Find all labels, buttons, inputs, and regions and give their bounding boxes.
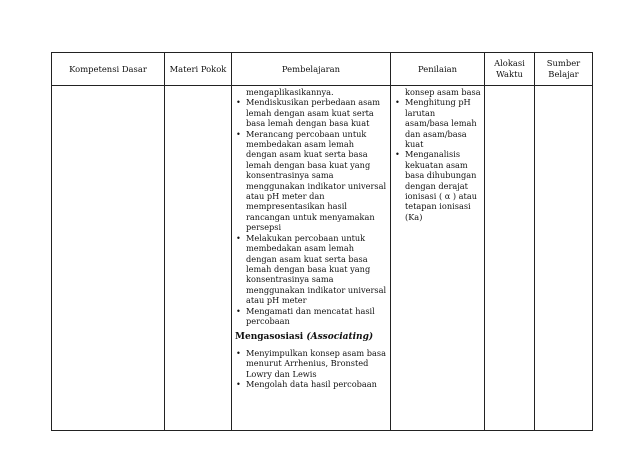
penilaian-bullet-list: [394, 97, 481, 222]
list-item: • Mengolah data hasil percobaan: [235, 379, 387, 389]
list-item: • Menganalisis kekuatan asam basa dihubungan dengan derajat ionisasi ( α ) atau tetapan ionisasi (Ka): [394, 149, 481, 222]
pembelajaran-continued-text: mengaplikasikannya.: [246, 87, 334, 97]
header-sumber-line2: Belajar: [548, 69, 579, 79]
pembelajaran-bullet-list-b: [235, 306, 387, 327]
header-sumber-line1: Sumber: [546, 58, 581, 68]
header-kompetensi-dasar: Kompetensi Dasar: [52, 53, 165, 86]
header-pembelajaran: Pembelajaran: [232, 53, 391, 86]
cell-kompetensi-dasar: [52, 86, 165, 431]
section-heading-title: Mengasosiasi: [235, 332, 304, 343]
header-penilaian: Penilaian: [391, 53, 485, 86]
section-heading-english: (Associating): [306, 332, 374, 343]
pembelajaran-bullet-list-a: [235, 97, 387, 305]
cell-alokasi-waktu: [485, 86, 535, 431]
cell-materi-pokok: [165, 86, 232, 431]
section-heading-mengasosiasi: [235, 332, 387, 342]
cell-pembelajaran: [232, 86, 391, 431]
list-item: • Menghitung pH larutan asam/basa lemah dan asam/basa kuat: [394, 97, 481, 149]
list-item: • Mendiskusikan perbedaan asam lemah dengan asam kuat serta basa lemah dengan basa kuat: [235, 97, 387, 128]
header-alokasi-line1: Alokasi: [494, 58, 525, 68]
list-item: • Melakukan percobaan untuk membedakan asam lemah dengan asam kuat serta basa lemah dengan basa kuat yang konsentrasinya sama menggunakan indikator universal atau pH meter: [235, 233, 387, 306]
header-sumber-belajar: [535, 53, 593, 86]
cell-sumber-belajar: [535, 86, 593, 431]
header-alokasi-line2: Waktu: [496, 69, 523, 79]
table-header-row: [52, 53, 593, 86]
lesson-plan-table: [51, 52, 593, 431]
pembelajaran-bullet-list-c: [235, 348, 387, 390]
header-materi-pokok: Materi Pokok: [165, 53, 232, 86]
table-row: [52, 86, 593, 431]
list-item: • Menyimpulkan konsep asam basa menurut Arrhenius, Bronsted Lowry dan Lewis: [235, 348, 387, 379]
list-item: • Merancang percobaan untuk membedakan asam lemah dengan asam kuat serta basa lemah dengan basa kuat yang konsentrasinya sama menggunakan indikator universal atau pH meter dan mempresentasikan hasil rancangan untuk menyamakan persepsi: [235, 129, 387, 233]
penilaian-continued-text: konsep asam basa: [405, 87, 481, 97]
header-alokasi-waktu: [485, 53, 535, 86]
list-item: • Mengamati dan mencatat hasil percobaan: [235, 306, 387, 327]
cell-penilaian: [391, 86, 485, 431]
